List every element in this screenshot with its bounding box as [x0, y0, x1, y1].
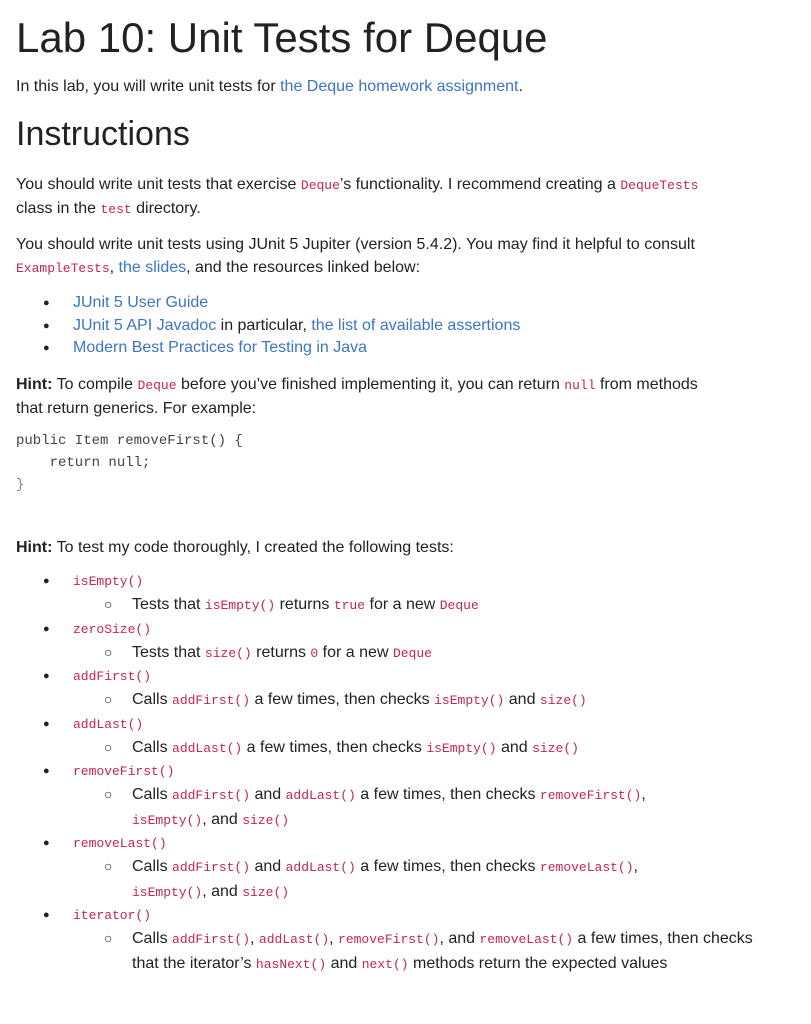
test-name: ● addFirst() [16, 665, 796, 688]
test-description: ○ Tests that size() returns 0 for a new Deque [16, 641, 782, 666]
test-item-addfirst [16, 665, 796, 713]
hint-tests-paragraph [16, 536, 786, 559]
intro-end: . [518, 78, 523, 95]
code-snippet [16, 430, 243, 496]
test-description: ○ Calls addFirst(), addLast(), removeFirst(), and removeLast() a few times, then checks that the iterator’s hasNext() and next() methods return the expected values [16, 927, 782, 976]
hint-label: Hint: [16, 376, 53, 393]
snippet-line-2: return null; [16, 455, 151, 471]
hint1-text-a: To compile [52, 376, 138, 393]
hint-compile-paragraph [16, 373, 786, 420]
intro-text: In this lab, you will write unit tests for [16, 78, 281, 95]
p1-text-b: ’s functionality. I recommend creating a [339, 176, 621, 193]
code-null: null [564, 378, 596, 393]
p1-text-a: You should write unit tests that exercise [16, 176, 301, 193]
snippet-line-3: } [16, 477, 25, 493]
test-description: ○ Calls addFirst() and addLast() a few times, then checks removeLast(), isEmpty(), and size() [16, 855, 782, 904]
code-dequetests: DequeTests [620, 178, 699, 193]
test-name: ● isEmpty() [16, 570, 796, 593]
test-description: ○ Calls addLast() a few times, then checks isEmpty() and size() [16, 736, 782, 761]
test-item-iterator [16, 904, 796, 976]
resource-text: in particular, [216, 316, 312, 334]
code-test: test [100, 202, 132, 217]
junit-user-guide-link[interactable]: JUnit 5 User Guide [73, 294, 209, 311]
list-item [16, 315, 520, 338]
instructions-heading: Instructions [16, 115, 190, 153]
deque-homework-link[interactable]: the Deque homework assignment [280, 78, 519, 95]
code-exampletests: ExampleTests [16, 261, 110, 276]
test-name: ● removeFirst() [16, 760, 796, 783]
best-practices-link[interactable]: Modern Best Practices for Testing in Java [73, 339, 368, 356]
hint1-text-c: from methods [595, 376, 698, 393]
snippet-line-1: public Item removeFirst() { [16, 433, 243, 449]
code-deque-2: Deque [137, 378, 177, 393]
test-name: ● iterator() [16, 904, 796, 927]
test-item-zerosize [16, 618, 796, 666]
test-description: ○ Tests that isEmpty() returns true for a new Deque [16, 593, 782, 618]
assertions-list-link[interactable]: the list of available assertions [311, 316, 521, 334]
intro-paragraph [16, 76, 523, 98]
p2-text-a: You should write unit tests using JUnit 5 Jupiter (version 5.4.2). You may find it helpful to consult [16, 236, 695, 253]
p2-text-c: , and the resources linked below: [186, 259, 421, 276]
code-deque: Deque [300, 178, 340, 193]
test-name: ● removeLast() [16, 832, 796, 855]
junit-api-javadoc-link[interactable]: JUnit 5 API Javadoc [73, 316, 217, 334]
instructions-paragraph-1 [16, 173, 786, 221]
test-item-removelast [16, 832, 796, 904]
p1-text-d: directory. [131, 200, 201, 217]
list-item [16, 292, 520, 315]
test-item-addlast [16, 713, 796, 761]
p2-text-b: , [109, 259, 119, 276]
instructions-paragraph-2 [16, 233, 786, 280]
test-name: ● addLast() [16, 713, 796, 736]
hint-label-2: Hint: [16, 539, 53, 556]
resources-list [16, 292, 520, 360]
test-name: ● zeroSize() [16, 618, 796, 641]
tests-list [16, 570, 796, 976]
page-title: Lab 10: Unit Tests for Deque [16, 14, 548, 61]
test-item-isempty [16, 570, 796, 618]
slides-link[interactable]: the slides [118, 259, 187, 276]
test-description: ○ Calls addFirst() and addLast() a few times, then checks removeFirst(), isEmpty(), and size() [16, 783, 782, 832]
hint1-text-b: before you’ve finished implementing it, you can return [176, 376, 565, 393]
test-item-removefirst [16, 760, 796, 832]
p1-text-c: class in the [16, 200, 101, 217]
list-item [16, 337, 520, 360]
hint1-text-d: that return generics. For example: [16, 400, 257, 417]
hint2-text: To test my code thoroughly, I created the following tests: [52, 539, 454, 556]
test-description: ○ Calls addFirst() a few times, then checks isEmpty() and size() [16, 688, 782, 713]
